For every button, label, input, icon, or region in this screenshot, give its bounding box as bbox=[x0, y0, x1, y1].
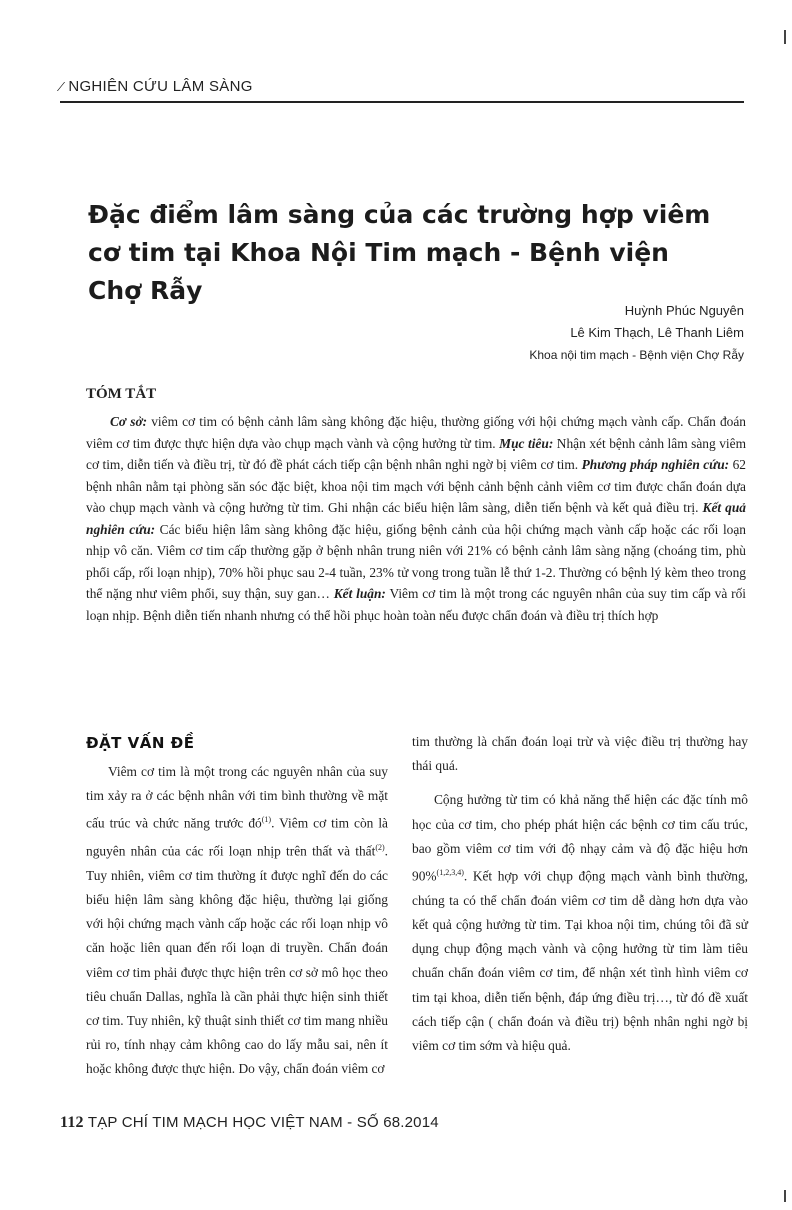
header-divider bbox=[60, 101, 744, 103]
abstract-text bbox=[86, 411, 746, 626]
article-title: Đặc điểm lâm sàng của các trường hợp viêm cơ tim tại Khoa Nội Tim mạch - Bệnh viện Chợ Rẫy bbox=[88, 200, 711, 305]
header-ornament-icon: ⁄ bbox=[60, 79, 63, 94]
body-text: . Viêm cơ tim còn là nguyên nhân của các rối loạn nhịp trên thất và thất bbox=[86, 815, 388, 859]
citation: (1) bbox=[261, 815, 272, 825]
section-heading: ĐẶT VẤN ĐỀ bbox=[86, 734, 195, 752]
body-text: Viêm cơ tim là một trong các nguyên nhân của suy tim xảy ra ở các bệnh nhân với tim bình thường về mặt cấu trúc và chức năng trước đó bbox=[86, 764, 388, 831]
body-paragraph bbox=[86, 760, 388, 1082]
body-paragraph bbox=[412, 788, 748, 1058]
body-column-right bbox=[412, 730, 748, 1058]
abstract-label-background: Cơ sở: bbox=[110, 414, 148, 429]
scan-edge-mark bbox=[784, 30, 786, 44]
citation: (2) bbox=[375, 843, 385, 853]
author-primary: Huỳnh Phúc Nguyên bbox=[624, 303, 744, 318]
body-text: Cộng hưởng từ tim có khả năng thể hiện các đặc tính mô học của cơ tim, cho phép phát hiện các bệnh cơ tim cấu trúc, bao gồm viêm cơ tim với độ nhạy cảm và độ đặc hiệu hơn 90% bbox=[412, 792, 748, 884]
citation: (1,2,3,4) bbox=[436, 868, 464, 878]
journal-name: TẠP CHÍ TIM MẠCH HỌC VIỆT NAM - SỐ 68.2014 bbox=[87, 1114, 439, 1131]
abstract-label-objective: Mục tiêu: bbox=[499, 435, 554, 451]
affiliation: Khoa nội tim mạch - Bệnh viện Chợ Rẫy bbox=[529, 348, 744, 362]
page-number: 112 bbox=[60, 1114, 84, 1131]
body-column-left bbox=[86, 760, 388, 1082]
body-paragraph: tim thường là chẩn đoán loại trừ và việc điều trị thường hay thái quá. bbox=[412, 734, 748, 774]
abstract-objective: Nhận xét bệnh cảnh lâm sàng viêm cơ tim, diễn tiến và điều trị, từ đó đề phát cách tiếp cận bệnh nhân nghi ngờ bị viêm cơ tim. bbox=[86, 435, 746, 472]
abstract-methods: 62 bệnh nhân nằm tại phòng săn sóc đặc biệt, khoa nội tim mạch với bệnh cảnh bệnh cảnh viêm cơ tim được chẩn đoán dựa vào chụp mạch vành và cộng hưởng từ tim. Ghi nhận các biểu hiện lâm sàng, diễn tiến bệnh và kết quả điều trị. bbox=[86, 457, 746, 515]
running-header bbox=[60, 78, 253, 95]
abstract-heading: TÓM TẮT bbox=[86, 386, 157, 402]
section-label: NGHIÊN CỨU LÂM SÀNG bbox=[68, 78, 253, 95]
body-text: . Kết hợp với chụp động mạch vành bình thường, chúng ta có thể chẩn đoán viêm cơ tim dễ dàng hơn dựa vào kết quả cộng hưởng từ tim. Tại khoa nội tim, chúng tôi đã sử dụng chụp động mạch vành và cộng hưởng từ tim làm tiêu chuẩn chẩn đoán viêm cơ tim, để nhận xét tình hình viêm cơ tim tại khoa, diễn tiến bệnh, đáp ứng điều trị…, từ đó đề xuất cách tiếp cận ( chẩn đoán và điều trị) bệnh nhân nghi ngờ bị viêm cơ tim sớm và hiệu quả. bbox=[412, 868, 748, 1053]
abstract-results: Các biểu hiện lâm sàng không đặc hiệu, giống bệnh cảnh của hội chứng mạch vành cấp hoặc các rối loạn nhịp vô căn. Viêm cơ tim cấp thường gặp ở bệnh nhân trung niên với 21% có bệnh cảnh lâm sàng nặng (choáng tim, phù phổi cấp, rối loạn nhịp), 70% hồi phục sau 2-4 tuần, 23% tử vong trong tuần lễ thứ 1-2. Thường có bệnh lý kèm theo trong thể nặng như viêm phổi, suy thận, suy gan… bbox=[86, 521, 747, 601]
author-block bbox=[529, 300, 744, 366]
body-text: . Tuy nhiên, viêm cơ tim thường ít được nghĩ đến do các biểu hiện lâm sàng không đặc hiệu, thường lại giống với hội chứng mạch vành cấp hoặc các rối loạn nhịp vô căn hoặc liên quan đến rối loạn di truyền. Chẩn đoán viêm cơ tim phải được thực hiện trên cơ sở mô học theo tiêu chuẩn Dallas, nghĩa là cần phải thực hiện sinh thiết cơ tim. Tuy nhiên, kỹ thuật sinh thiết cơ tim mang nhiều rủi ro, tính nhạy cảm không cao do lấy mẫu sai, nên ít hoặc không được thực hiện. Do vậy, chẩn đoán viêm cơ bbox=[86, 843, 388, 1077]
scan-edge-mark bbox=[784, 1190, 786, 1202]
page-footer bbox=[60, 1114, 439, 1132]
abstract-label-methods: Phương pháp nghiên cứu: bbox=[581, 457, 730, 472]
abstract-conclusion: Viêm cơ tim là một trong các nguyên nhân của suy tim cấp và rối loạn nhịp. Bệnh diễn tiến nhanh nhưng có thể hồi phục hoàn toàn nếu được chẩn đoán và điều trị thích hợp bbox=[86, 586, 746, 623]
abstract-label-conclusion: Kết luận: bbox=[333, 586, 386, 601]
abstract-label-results: Kết quả nghiên cứu: bbox=[86, 500, 746, 537]
author-secondary: Lê Kim Thạch, Lê Thanh Liêm bbox=[570, 325, 744, 340]
abstract-background: viêm cơ tim có bệnh cảnh lâm sàng không đặc hiệu, thường giống với hội chứng mạch vành cấp. Chẩn đoán viêm cơ tim được thực hiện dựa vào chụp mạch vành và cộng hưởng từ tim. bbox=[86, 414, 746, 451]
